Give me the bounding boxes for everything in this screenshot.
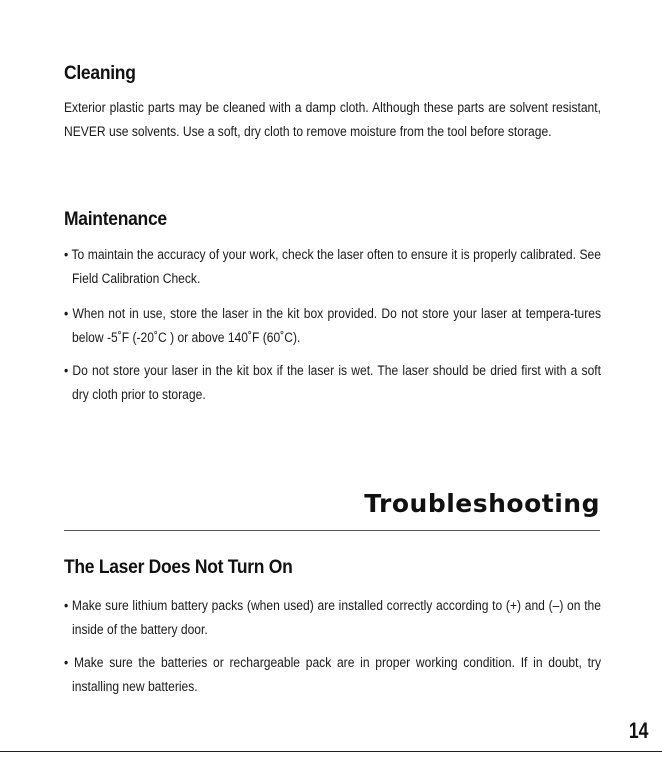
maintenance-heading: Maintenance: [64, 209, 167, 230]
section-divider: [64, 530, 600, 531]
maintenance-bullet-accuracy: • To maintain the accuracy of your work, check the laser often to ensure it is properly calibrated. See Field Calibration Check.: [64, 247, 601, 286]
footer-divider: [0, 751, 662, 752]
cleaning-paragraph: Exterior plastic parts may be cleaned with a damp cloth. Although these parts are solvent resistant, NEVER use solvents. Use a soft, dry cloth to remove moisture from the tool before storage.: [64, 100, 601, 139]
troubleshooting-bullet-battery-condition: • Make sure the batteries or rechargeable pack are in proper working condition. If in doubt, try installing new batteries.: [64, 655, 601, 694]
troubleshooting-title: Troubleshooting: [364, 489, 600, 518]
cleaning-heading: Cleaning: [64, 63, 136, 84]
maintenance-bullet-storage-temperature: • When not in use, store the laser in the kit box provided. Do not store your laser at tempera-tures below -5˚F (-20˚C ) or above 140˚F (60˚C).: [64, 306, 601, 345]
troubleshooting-bullet-battery-orientation: • Make sure lithium battery packs (when used) are installed correctly according to (+) and (–) on the inside of the battery door.: [64, 598, 601, 637]
laser-not-on-heading: The Laser Does Not Turn On: [64, 557, 293, 578]
maintenance-bullet-wet-laser: • Do not store your laser in the kit box if the laser is wet. The laser should be dried first with a soft dry cloth prior to storage.: [64, 363, 601, 402]
page-number: 14: [628, 718, 648, 743]
